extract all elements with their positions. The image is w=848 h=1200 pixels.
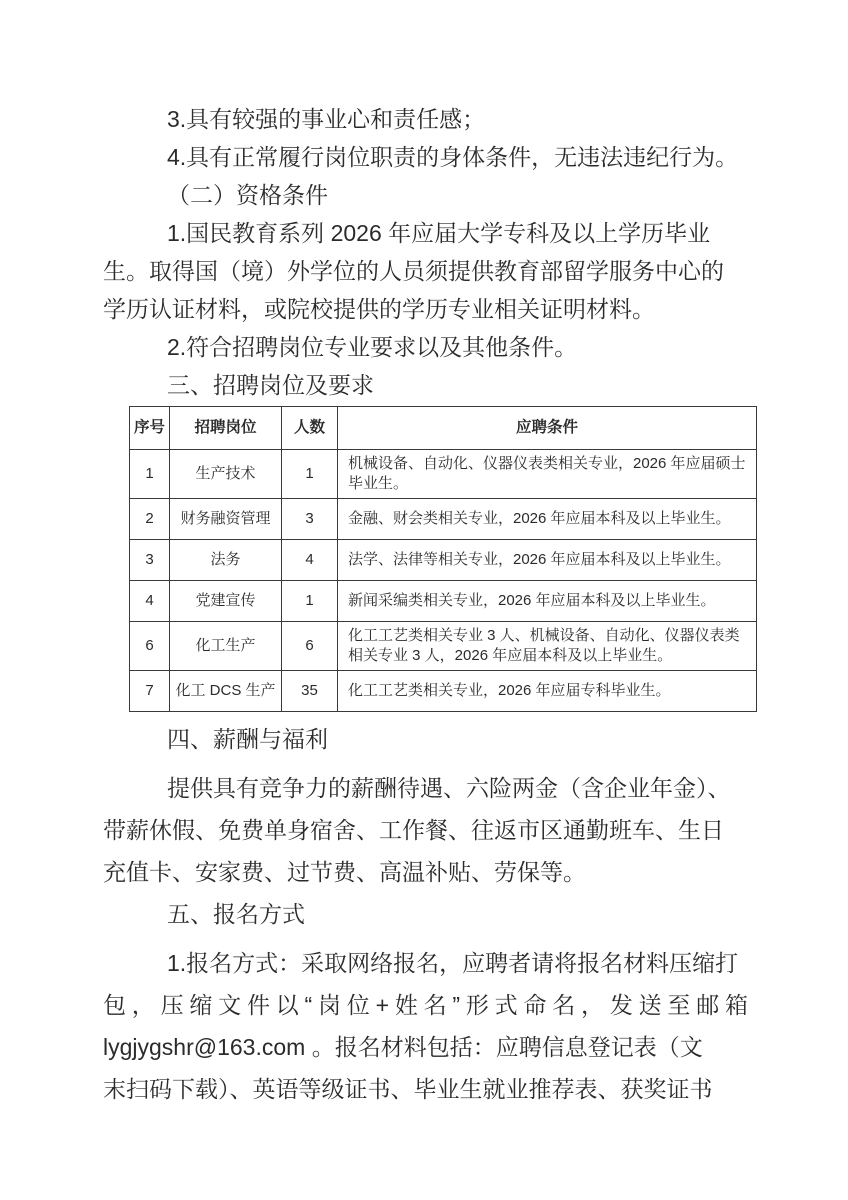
cell-position: 化工生产	[170, 622, 282, 671]
cell-count: 3	[282, 499, 338, 540]
cell-index: 4	[130, 581, 170, 622]
cell-index: 7	[130, 671, 170, 712]
body-text-line: 4.具有正常履行岗位职责的身体条件，无违法违纪行为。	[167, 144, 739, 170]
cell-count: 1	[282, 581, 338, 622]
body-text-line: 提供具有竞争力的薪酬待遇、六险两金（含企业年金）、	[167, 775, 731, 801]
cell-count: 4	[282, 540, 338, 581]
positions-table-body	[130, 450, 757, 712]
body-text-line: 三、招聘岗位及要求	[167, 372, 374, 398]
intro-section	[103, 100, 748, 404]
cell-requirement: 法学、法律等相关专业，2026 年应届本科及以上毕业生。	[338, 540, 757, 581]
cell-count: 6	[282, 622, 338, 671]
cell-requirement: 机械设备、自动化、仪器仪表类相关专业，2026 年应届硕士毕业生。	[338, 450, 757, 499]
column-header-position: 招聘岗位	[170, 407, 282, 450]
cell-position: 化工 DCS 生产	[170, 671, 282, 712]
cell-requirement: 化工工艺类相关专业 3 人、机械设备、自动化、仪器仪表类相关专业 3 人，2026 年应届本科及以上毕业生。	[338, 622, 757, 671]
body-text-line: 带薪休假、免费单身宿舍、工作餐、往返市区通勤班车、生日	[103, 817, 724, 843]
body-text-line: lygjygshr@163.com 。报名材料包括：应聘信息登记表（文	[103, 1034, 703, 1060]
body-text-line: （二）资格条件	[167, 182, 328, 208]
cell-position: 法务	[170, 540, 282, 581]
body-text-line: 2.符合招聘岗位专业要求以及其他条件。	[167, 334, 578, 360]
cell-index: 6	[130, 622, 170, 671]
cell-requirement: 化工工艺类相关专业，2026 年应届专科毕业生。	[338, 671, 757, 712]
cell-index: 3	[130, 540, 170, 581]
body-text-line: 生。取得国（境）外学位的人员须提供教育部留学服务中心的	[103, 258, 724, 284]
body-text-line: 四、薪酬与福利	[167, 726, 328, 752]
column-header-count: 人数	[282, 407, 338, 450]
positions-table	[129, 406, 757, 712]
cell-requirement: 新闻采编类相关专业，2026 年应届本科及以上毕业生。	[338, 581, 757, 622]
body-text-line: 充值卡、安家费、过节费、高温补贴、劳保等。	[103, 859, 586, 885]
body-text-line: 包，压缩文件以“岗位+姓名”形式命名，发送至邮箱	[103, 992, 748, 1018]
body-text-line: 1.国民教育系列 2026 年应届大学专科及以上学历毕业	[167, 220, 711, 246]
cell-position: 党建宣传	[170, 581, 282, 622]
table-header-row	[130, 407, 757, 450]
table-row	[130, 499, 757, 540]
column-header-requirement: 应聘条件	[338, 407, 757, 450]
cell-position: 生产技术	[170, 450, 282, 499]
table-row	[130, 581, 757, 622]
table-row	[130, 671, 757, 712]
cell-count: 1	[282, 450, 338, 499]
cell-requirement: 金融、财会类相关专业，2026 年应届本科及以上毕业生。	[338, 499, 757, 540]
cell-index: 1	[130, 450, 170, 499]
cell-index: 2	[130, 499, 170, 540]
body-text-line: 3.具有较强的事业心和责任感；	[167, 106, 486, 132]
cell-position: 财务融资管理	[170, 499, 282, 540]
body-text-line: 末扫码下载）、英语等级证书、毕业生就业推荐表、获奖证书	[103, 1076, 713, 1102]
table-row	[130, 540, 757, 581]
cell-count: 35	[282, 671, 338, 712]
table-row	[130, 450, 757, 499]
body-text-line: 五、报名方式	[167, 901, 305, 927]
column-header-index: 序号	[130, 407, 170, 450]
table-row	[130, 622, 757, 671]
positions-table-header	[130, 407, 757, 450]
body-text-line: 学历认证材料，或院校提供的学历专业相关证明材料。	[103, 296, 655, 322]
outro-section	[103, 718, 748, 1110]
body-text-line: 1.报名方式：采取网络报名，应聘者请将报名材料压缩打	[167, 950, 739, 976]
